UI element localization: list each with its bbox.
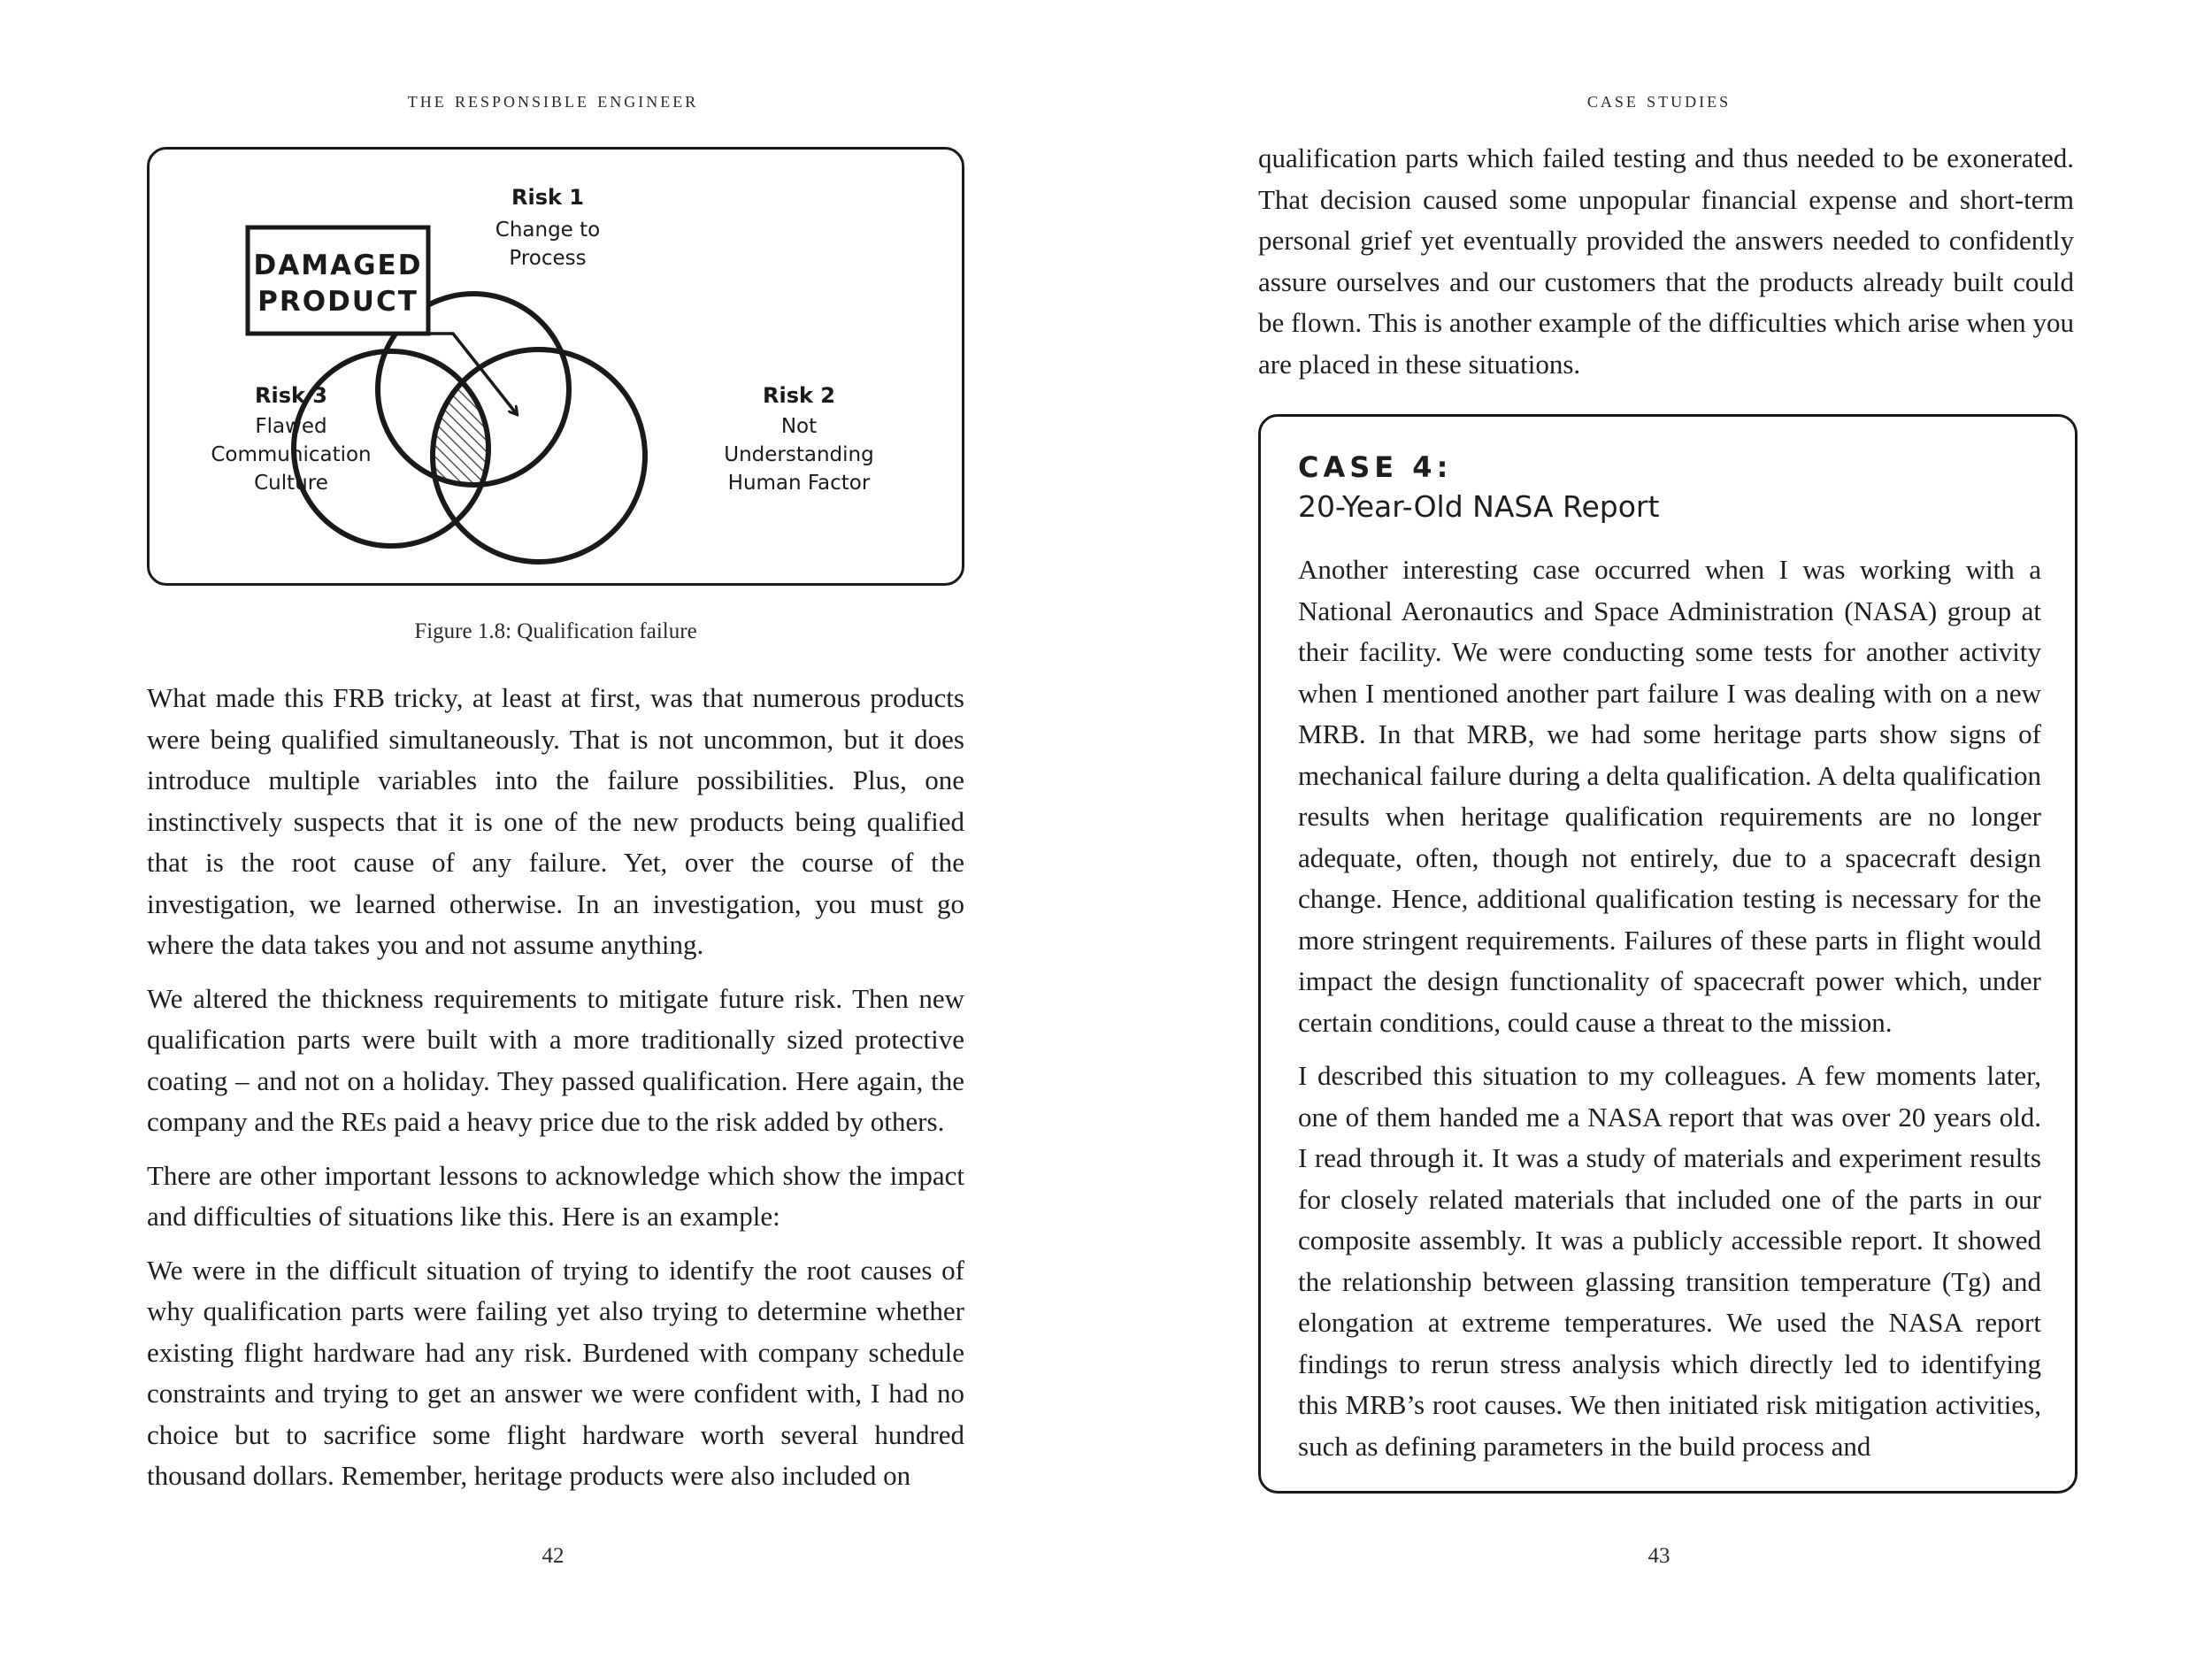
case-title: 20-Year-Old NASA Report (1298, 489, 1660, 524)
case-study-box (1258, 414, 2078, 1494)
risk1-line2: Process (509, 247, 587, 270)
risk3-line3: Culture (254, 472, 328, 495)
paragraph: What made this FRB tricky, at least at first, was that numerous products were being qualified simultaneously. That is not uncommon, but it does introduce multiple variables into the failure possibilities. Plus, one instinctively suspects that it is one of the new products being qualified that is the root cause of any failure. Yet, over the course of the investigation, we learned otherwise. In an investigation, you must go where the data takes you and not assume anything. (147, 682, 964, 960)
paragraph: Another interesting case occurred when I was working with a National Aeronautics and Space Administration (NASA) group at their facility. We were conducting some tests for another activity when I mentioned another part failure I was dealing with on a new MRB. In that MRB, we had some heritage parts show signs of mechanical failure during a delta qualification. A delta qualification results when heritage qualification requirements are no longer adequate, often, though not entirely, due to a spacecraft design change. Hence, additional qualification testing is necessary for the more stringent requirements. Failures of these parts in flight would impact the design functionality of spacecraft power which, under certain conditions, could cause a threat to the mission. (1298, 554, 2041, 1038)
case-label: CASE 4: (1298, 450, 1453, 484)
figure-caption: Figure 1.8: Qualification failure (414, 619, 697, 643)
paragraph: There are other important lessons to acknowledge which show the impact and difficulties of situations like this. Here is an example: (147, 1159, 964, 1232)
risk3-line1: Flawed (255, 415, 327, 438)
risk3-line2: Communication (211, 443, 372, 466)
damaged-line2: PRODUCT (257, 286, 419, 318)
risk2-title: Risk 2 (762, 383, 836, 408)
right-page (1106, 0, 2212, 1659)
left-body-text (147, 678, 964, 1509)
running-head-left: the responsible engineer (407, 88, 699, 112)
page-number-left: 42 (541, 1544, 565, 1568)
paragraph: We altered the thickness requirements to mitigate future risk. Then new qualification parts were built with a more traditionally sized protective coating – and not on a holiday. They passed qualification. Here again, the company and the REs paid a heavy price due to the risk added by others. (147, 982, 964, 1137)
paragraph: qualification parts which failed testing and thus needed to be exonerated. That decision caused some unpopular financial expense and short-term personal grief yet eventually provided the answers needed to confidently assure ourselves and our customers that the products already built could be flown. This is another example of the difficulties which arise when you are placed in these situations. (1258, 142, 2074, 380)
running-head-right: case studies (1586, 88, 1732, 112)
intersection-hatch (150, 150, 967, 588)
risk2-line1: Not (780, 415, 818, 438)
risk1-line1: Change to (495, 219, 601, 242)
damaged-line1: DAMAGED (253, 250, 423, 281)
paragraph: I described this situation to my colleagues. A few moments later, one of them handed me a NASA report that was over 20 years old. I read through it. It was a study of materials and experiment results for closely related materials that included one of the parts in our composite assembly. It was a publicly accessible report. It showed the relationship between glassing transition temperature (Tg) and elongation at extreme temperatures. We used the NASA report findings to rerun stress analysis which directly led to identifying this MRB’s root causes. We then initiated risk mitigation activities, such as defining parameters in the build process and (1298, 1060, 2041, 1462)
page-number-right: 43 (1647, 1544, 1671, 1568)
figure-venn-diagram (147, 147, 964, 586)
venn-svg (150, 150, 967, 588)
risk2-line2: Understanding (724, 443, 874, 466)
paragraph: We were in the difficult situation of trying to identify the root causes of why qualification parts were failing yet also trying to determine whether existing flight hardware had any risk. Burdened with company schedule constraints and trying to get an answer we were confident with, I had no choice but to sacrifice some flight hardware worth several hundred thousand dollars. Remember, heritage products were also included on (147, 1254, 964, 1491)
risk3-title: Risk 3 (254, 383, 328, 408)
risk2-line3: Human Factor (727, 472, 871, 495)
right-body-text (1258, 138, 2074, 385)
risk1-title: Risk 1 (511, 185, 585, 210)
case-body-text (1298, 549, 2041, 1479)
